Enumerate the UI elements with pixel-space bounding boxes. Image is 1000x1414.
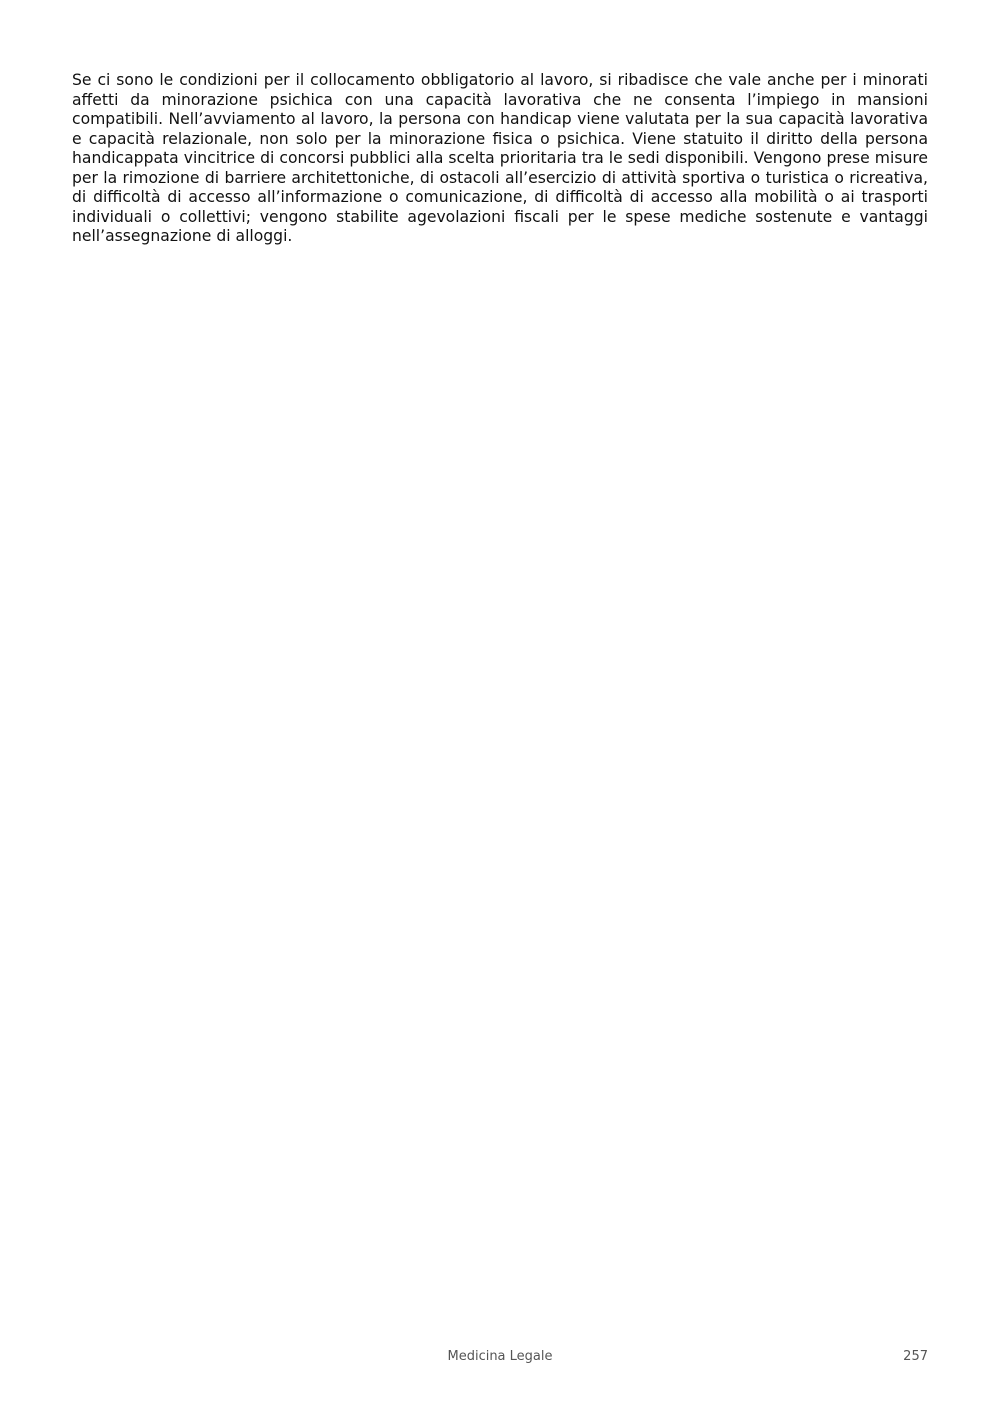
- body-paragraph: Se ci sono le condizioni per il collocamento obbligatorio al lavoro, si ribadisce che vale anche per i minorati affetti da minorazione psichica con una capacità lavorativa che ne consenta l’impiego in mansioni compatibili. Nell’avviamento al lavoro, la persona con handicap viene valutata per la sua capacità lavorativa e capacità relazionale, non solo per la minorazione fisica o psichica. Viene statuito il diritto della persona handicappata vincitrice di concorsi pubblici alla scelta prioritaria tra le sedi disponibili. Vengono prese misure per la rimozione di barriere architettoniche, di ostacoli all’esercizio di attività sportiva o turistica o ricreativa, di difficoltà di accesso all’informazione o comunicazione, di difficoltà di accesso alla mobilità o ai trasporti individuali o collettivi; vengono stabilite agevolazioni fiscali per le spese mediche sostenute e vantaggi nell’assegnazione di alloggi.: [72, 71, 928, 245]
- footer-page-number: 257: [903, 1349, 928, 1364]
- footer-book-title: Medicina Legale: [447, 1349, 553, 1364]
